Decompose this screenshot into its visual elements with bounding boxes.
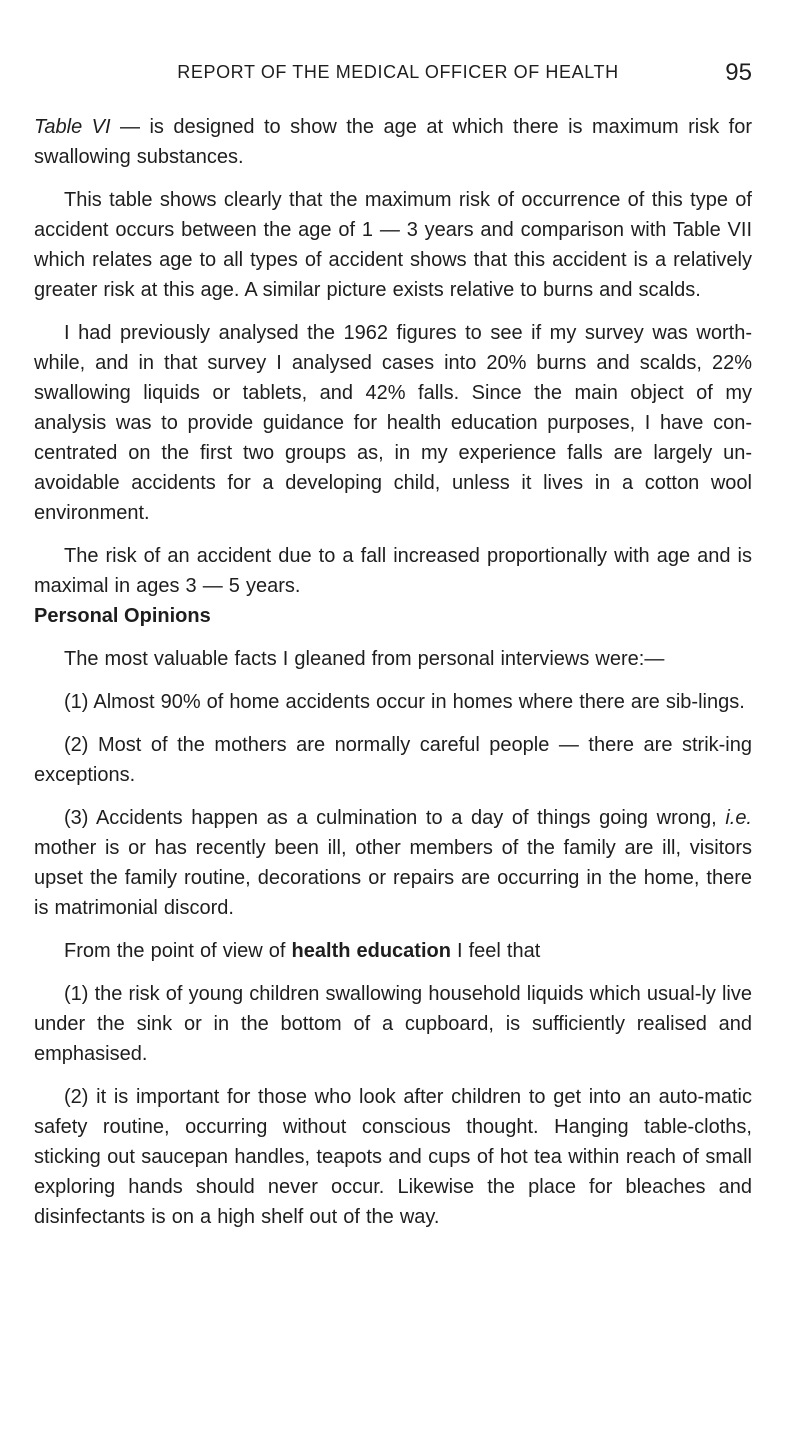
personal-opinions-intro: The most valuable facts I gleaned from personal interviews were:—: [64, 648, 665, 670]
document-page: [34, 59, 752, 1232]
running-header: [34, 59, 752, 92]
opinion-item-3-ie: i.e.: [725, 807, 752, 829]
opinion-item-3: [34, 803, 752, 923]
table-reference: Table VI: [34, 116, 111, 138]
opinion-item-2: (2) Most of the mothers are normally careful people — there are strik-ing exceptions.: [34, 734, 752, 786]
health-education-suffix: I feel that: [450, 940, 541, 962]
health-education-bold: health education: [291, 940, 451, 962]
intro-text: — is designed to show the age at which there is maximum risk for swallowing substances.: [34, 116, 752, 168]
section-heading-personal-opinions: Personal Opinions: [34, 605, 211, 627]
health-education-prefix: From the point of view of: [64, 940, 292, 962]
page-number: 95: [725, 59, 752, 86]
paragraph-table-comparison: This table shows clearly that the maximum risk of occurrence of this type of accident occurs between the age of 1 — 3 years and comparison with Table VII which relates age to all types of accident shows that this accident is a relatively greater risk at this age. A similar picture exists relative to burns and scalds.: [34, 189, 752, 301]
health-education-item-2: (2) it is important for those who look after children to get into an auto-matic safety routine, occurring without conscious thought. Hanging table-cloths, sticking out saucepan handles, teapots and cups of hot tea within reach of small exploring hands should never occur. Likewise the place for bleaches and disinfectants is on a high shelf out of the way.: [34, 1086, 752, 1228]
health-education-item-1: (1) the risk of young children swallowing household liquids which usual-ly live under the sink or in the bottom of a cupboard, is sufficiently realised and emphasised.: [34, 983, 752, 1065]
intro-paragraph: [34, 112, 752, 172]
header-title: REPORT OF THE MEDICAL OFFICER OF HEALTH: [177, 62, 619, 82]
opinion-item-1: (1) Almost 90% of home accidents occur in homes where there are sib-lings.: [64, 691, 745, 713]
opinion-item-3-prefix: (3) Accidents happen as a culmination to a day of things going wrong,: [64, 807, 726, 829]
health-education-intro: [34, 936, 752, 966]
paragraph-1962-survey: I had previously analysed the 1962 figures to see if my survey was worth-while, and in that survey I analysed cases into 20% burns and scalds, 22% swallowing liquids or tablets, and 42% falls. Since the main object of my analysis was to provide guidance for health education purposes, I have con-centrated on the first two groups as, in my experience falls are largely un-avoidable accidents for a developing child, unless it lives in a cotton wool environment.: [34, 322, 752, 524]
opinion-item-3-rest: mother is or has recently been ill, other members of the family are ill, visitors upset the family routine, decorations or repairs are occurring in the home, there is matrimonial discord.: [34, 837, 752, 919]
paragraph-fall-risk: The risk of an accident due to a fall increased proportionally with age and is maximal in ages 3 — 5 years.: [34, 545, 752, 597]
